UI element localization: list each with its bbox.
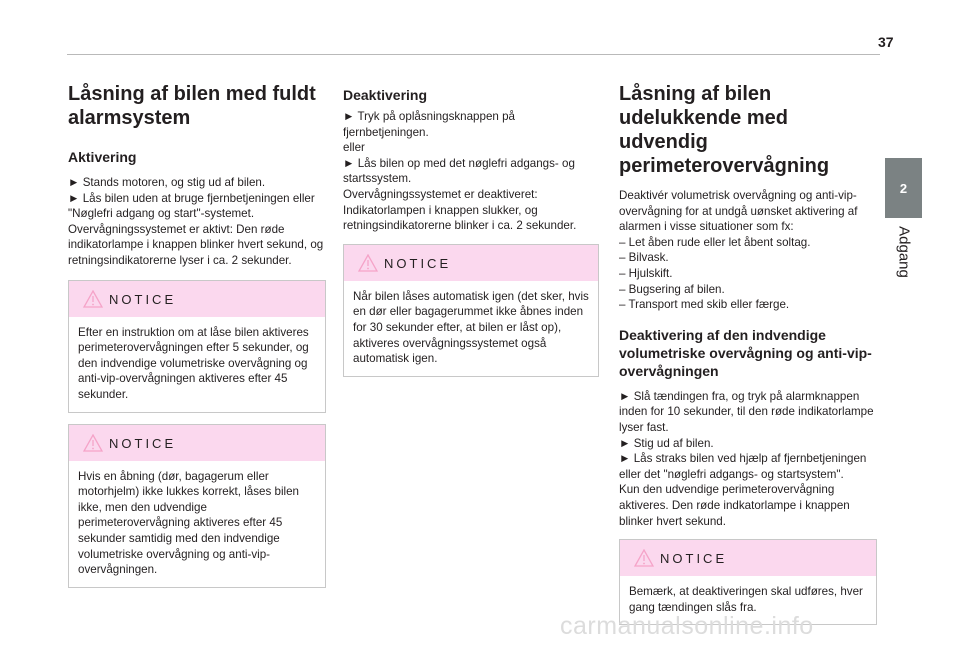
notice-header (620, 540, 876, 576)
paragraph: ► Stig ud af bilen. (619, 436, 714, 450)
notice-label: NOTICE (384, 255, 452, 271)
chapter-label: Adgang (895, 226, 913, 278)
subsection-heading: Deaktivering af den indvendige volumetriske overvågning og anti-vip-overvågningen (619, 326, 872, 379)
notice-header (344, 245, 598, 281)
paragraph: ► Stands motoren, og stig ud af bilen. (68, 176, 266, 189)
notice-header (69, 281, 325, 317)
notice-label: NOTICE (660, 551, 728, 567)
list-item: – Let åben rude eller let åbent soltag. (619, 235, 811, 249)
paragraph: Deaktivér volumetrisk overvågning og anti-vip-overvågning for at undgå uønsket aktivering af alarmen i visse situationer som fx: (619, 189, 858, 234)
notice-header (69, 425, 325, 461)
paragraph: ► Lås bilen op med det nøglefri adgangs- og startssystem. (343, 156, 575, 186)
paragraph: ► Lås bilen uden at bruge fjernbetjeningen eller "Nøglefri adgang og start"-systemet. (68, 191, 315, 221)
list-item: – Bilvask. (619, 251, 669, 265)
notice-text: Bemærk, at deaktiveringen skal udføres, hver gang tændingen slås fra. (629, 585, 863, 614)
paragraph: ► Lås straks bilen ved hjælp af fjernbetjeningen eller det "nøglefri adgangs- og startsystem". (619, 452, 867, 481)
paragraph: eller (343, 141, 365, 155)
paragraph: ► Slå tændingen fra, og tryk på alarmknappen inden for 10 sekunder, til den røde indikatorlampe lyser fast. (619, 389, 874, 434)
notice-box (343, 244, 599, 377)
warning-icon (83, 290, 103, 308)
paragraph: Overvågningssystemet er aktivt: Den røde indikatorlampe i knappen blinker hvert sekund, og retningsindikatorerne lyser i ca. 2 sekunder. (68, 222, 324, 267)
notice-label: NOTICE (109, 291, 177, 307)
notice-text: Hvis en åbning (dør, bagagerum eller motorhjelm) ikke lukkes korrekt, låses bilen ikke, men den udvendige perimeterovervågning aktiveres efter 45 sekunder samtidig med den indvendige volumetriske overvågning og anti-vip-overvågningen. (78, 469, 300, 577)
warning-icon (83, 434, 103, 452)
list-item: – Transport med skib eller færge. (619, 298, 790, 312)
chapter-tab[interactable]: 2 (885, 158, 922, 218)
notice-text: Når bilen låses automatisk igen (det sker, hvis en dør eller bagagerummet ikke åbnes inden for 30 sekunder efter, at bilen er låst op), aktiveres overvågningssystemet også automatisk igen. (353, 289, 589, 366)
column-middle (343, 86, 599, 377)
page-number: 37 (878, 34, 894, 50)
warning-icon (634, 549, 654, 567)
list-item: – Bugsering af bilen. (619, 282, 725, 296)
notice-box (68, 424, 326, 588)
subsection-heading: Aktivering (68, 149, 137, 165)
notice-box (68, 280, 326, 413)
column-left (68, 82, 326, 588)
paragraph: ► Tryk på oplåsningsknappen på fjernbetjeningen. (343, 110, 515, 139)
list-item: – Hjulskift. (619, 266, 673, 280)
column-right (619, 82, 877, 625)
paragraph: Overvågningssystemet er deaktiveret: Indikatorlampen i knappen slukker, og retningsindikatorerne blinker i ca. 2 sekunder. (343, 187, 577, 233)
notice-label: NOTICE (109, 435, 177, 451)
subsection-heading: Deaktivering (343, 87, 428, 103)
warning-icon (358, 254, 378, 272)
section-title: Låsning af bilen udelukkende med udvendig perimeterovervågning (619, 83, 830, 177)
paragraph: Kun den udvendige perimeterovervågning aktiveres. Den røde indkatorlampe i knappen blinker hvert sekund. (619, 483, 850, 528)
header-divider (67, 54, 880, 55)
section-title: Låsning af bilen med fuldt alarmsystem (68, 83, 316, 129)
notice-text: Efter en instruktion om at låse bilen aktiveres perimeterovervågningen efter 5 sekunder, og den indvendige volumetriske overvågning og anti-vip-overvågningen aktiveres efter 45 sekunder. (78, 325, 309, 401)
watermark: carmanualsonline.info (560, 612, 814, 640)
